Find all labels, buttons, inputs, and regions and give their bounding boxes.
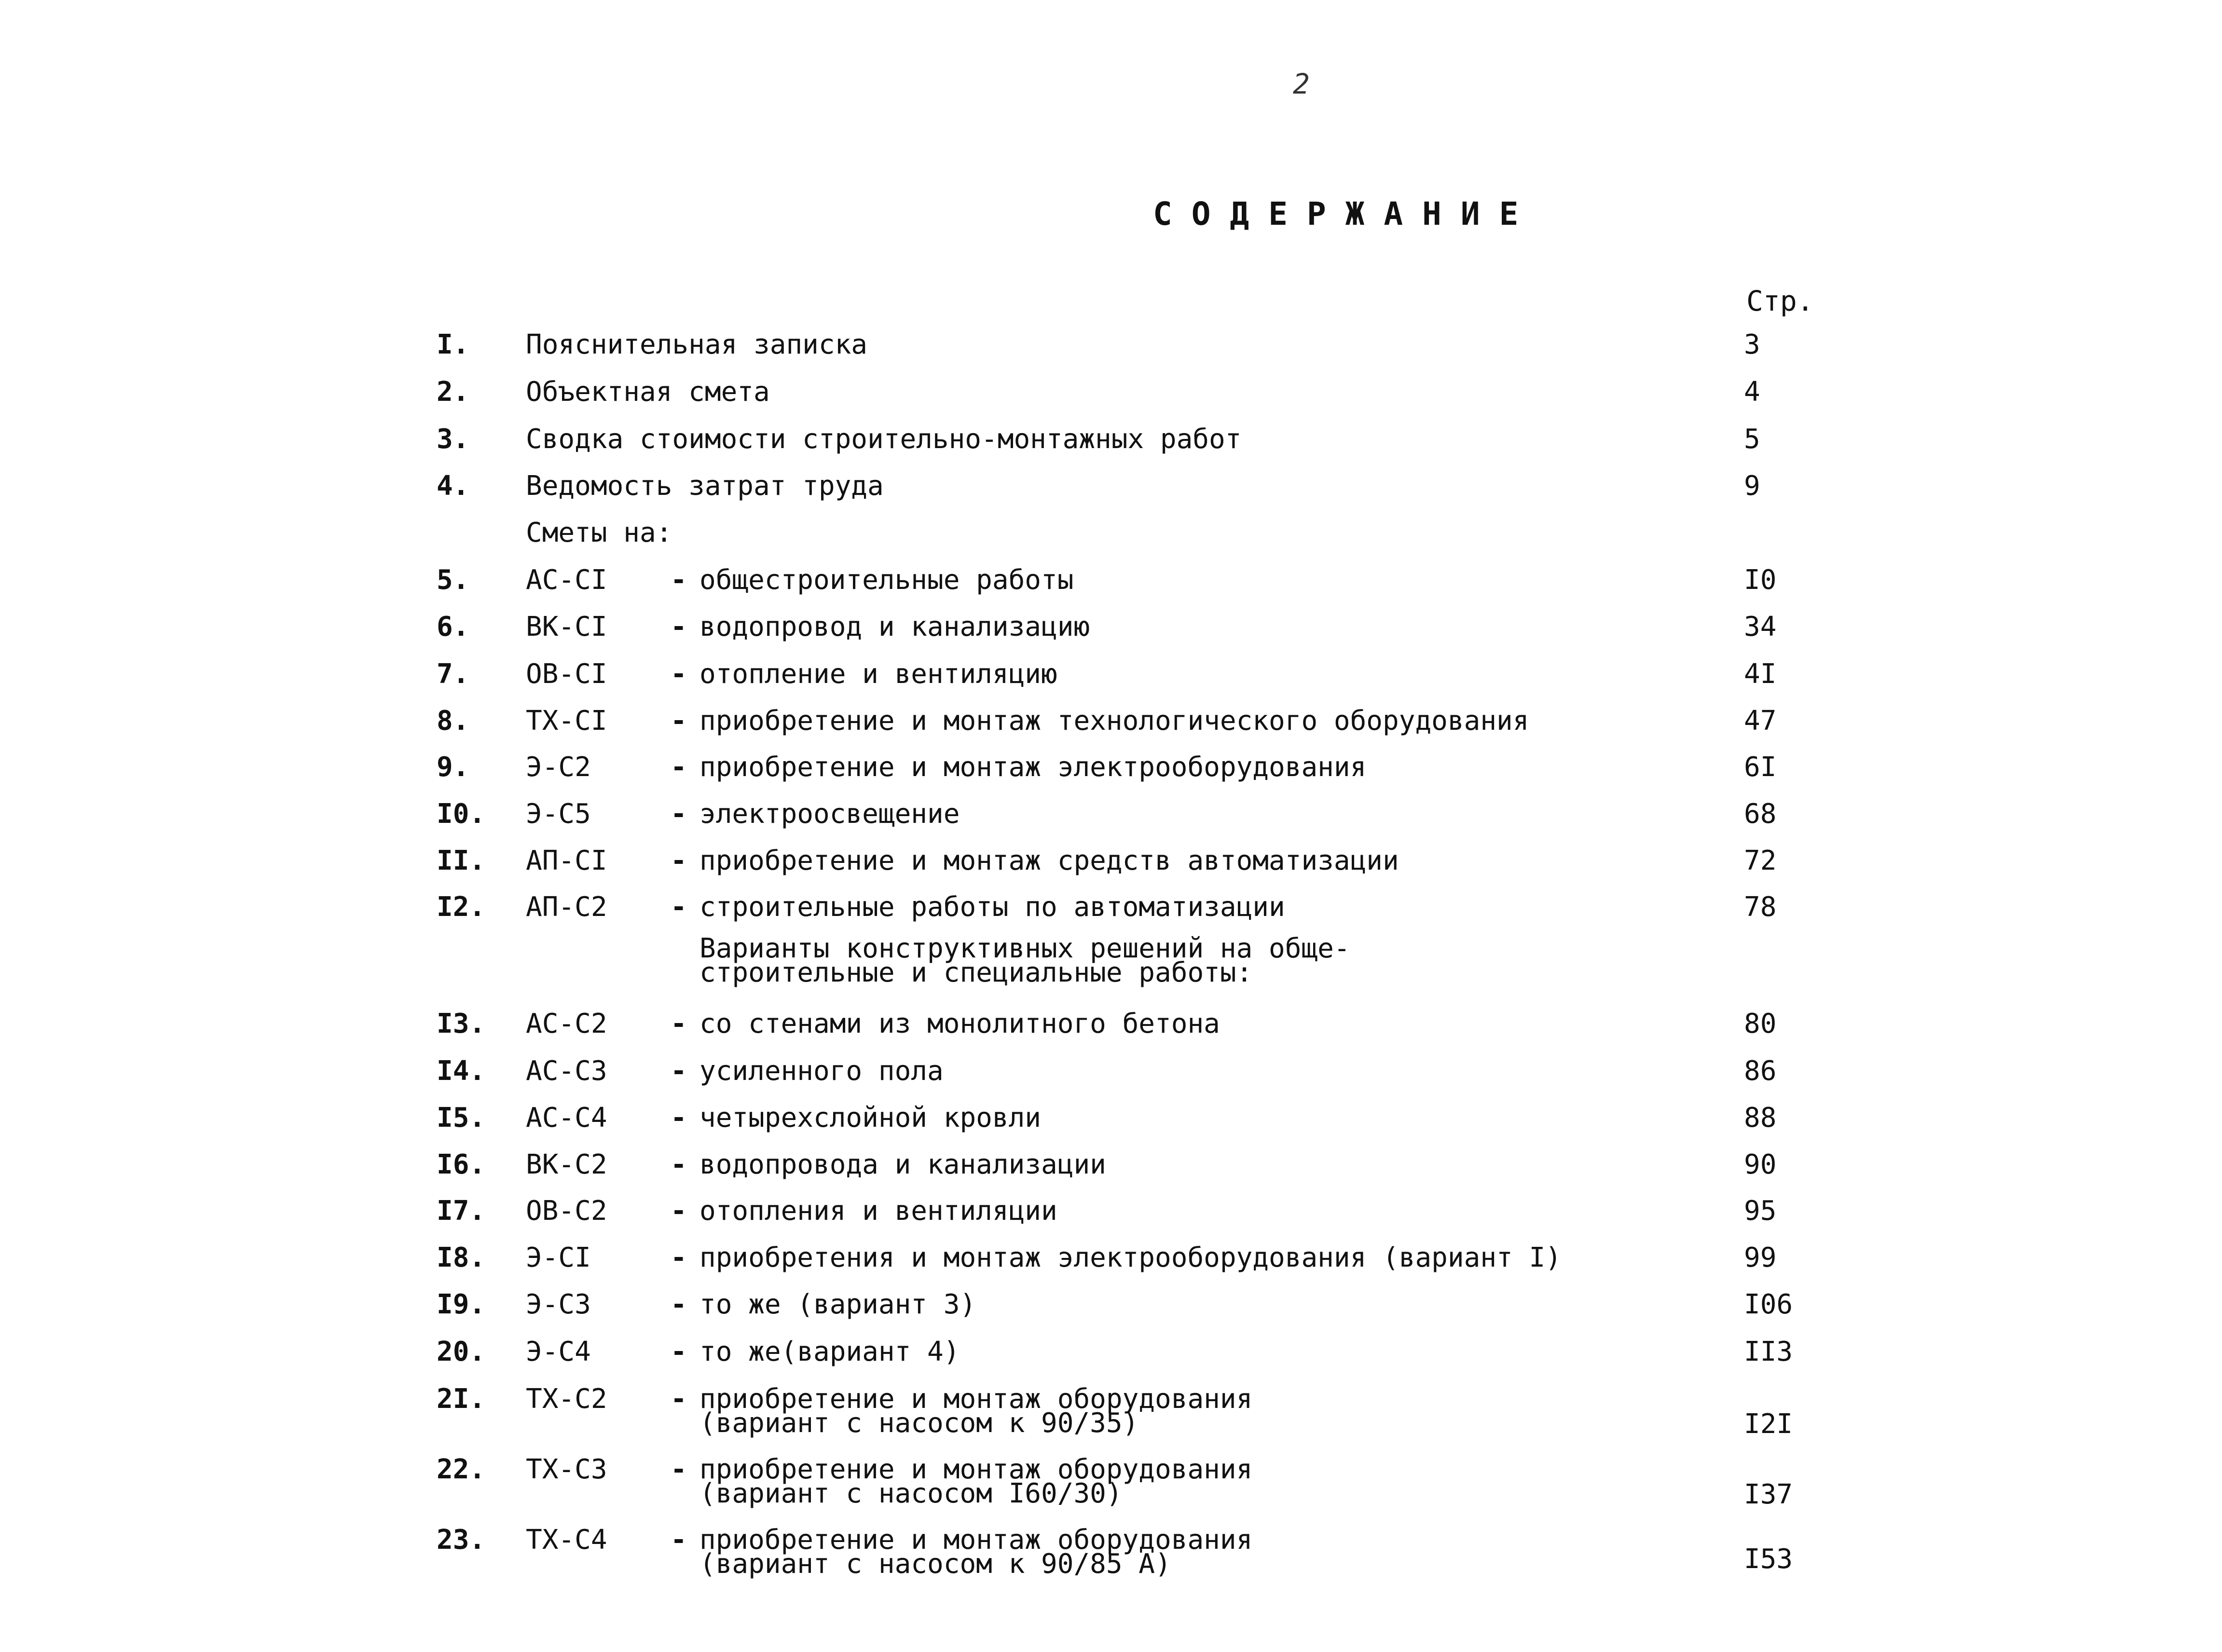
toc-description: приобретение и монтаж средств автоматизации xyxy=(700,845,1399,876)
toc-dash: - xyxy=(671,1524,687,1556)
toc-code: Э-СI xyxy=(526,1242,591,1273)
toc-number: I6. xyxy=(437,1149,486,1180)
toc-dash: - xyxy=(671,564,687,596)
toc-page: II3 xyxy=(1744,1336,1793,1367)
page-number: 2 xyxy=(1293,68,1310,100)
toc-description: электроосвещение xyxy=(700,798,960,830)
toc-code: АС-СI xyxy=(526,564,607,596)
toc-dash: - xyxy=(671,705,687,737)
toc-description: отопления и вентиляции xyxy=(700,1195,1057,1227)
toc-number: 23. xyxy=(437,1524,486,1556)
toc-description: то же(вариант 4) xyxy=(700,1336,960,1367)
toc-code: Э-С5 xyxy=(526,798,591,830)
toc-description xyxy=(700,1524,1253,1580)
toc-page: 68 xyxy=(1744,798,1777,830)
toc-page: 72 xyxy=(1744,845,1777,876)
toc-description-line2: (вариант с насосом I60/30) xyxy=(700,1478,1123,1509)
toc-dash: - xyxy=(671,611,687,642)
toc-number: 4. xyxy=(437,470,469,502)
toc-code: ОВ-С2 xyxy=(526,1195,607,1227)
toc-number: 3. xyxy=(437,423,469,455)
toc-number: 5. xyxy=(437,564,469,596)
toc-number: 20. xyxy=(437,1336,486,1367)
toc-description: Объектная смета xyxy=(526,376,770,408)
toc-page: 99 xyxy=(1744,1242,1777,1273)
toc-number: 8. xyxy=(437,705,469,737)
toc-description: Сметы на: xyxy=(526,517,672,548)
toc-description: Ведомость затрат труда xyxy=(526,470,884,502)
toc-number: 2I. xyxy=(437,1383,486,1415)
toc-description: то же (вариант 3) xyxy=(700,1289,976,1320)
toc-number: I0. xyxy=(437,798,486,830)
toc-page: 90 xyxy=(1744,1149,1777,1180)
toc-code: ТХ-С4 xyxy=(526,1524,607,1556)
toc-description-line2: (вариант с насосом к 90/35) xyxy=(700,1407,1139,1439)
page-column-header: Стр. xyxy=(1746,285,1814,317)
toc-description: общестроительные работы xyxy=(700,564,1074,596)
toc-page: 34 xyxy=(1744,611,1777,642)
toc-code: ВК-С2 xyxy=(526,1149,607,1180)
toc-dash: - xyxy=(671,1008,687,1039)
document-title: СОДЕРЖАНИЕ xyxy=(1153,195,1538,232)
toc-page: 80 xyxy=(1744,1008,1777,1039)
toc-description xyxy=(700,1454,1253,1509)
toc-number: I3. xyxy=(437,1008,486,1039)
toc-number: I. xyxy=(437,329,469,360)
toc-page: I2I xyxy=(1744,1408,1793,1440)
variants-header-line2: строительные и специальные работы: xyxy=(700,957,1253,988)
toc-description: Сводка стоимости строительно-монтажных работ xyxy=(526,423,1242,455)
toc-description: приобретение и монтаж электрооборудования xyxy=(700,751,1367,783)
toc-code: Э-С2 xyxy=(526,751,591,783)
toc-page: I53 xyxy=(1744,1543,1793,1575)
toc-dash: - xyxy=(671,1336,687,1367)
toc-number: 9. xyxy=(437,751,469,783)
toc-description: со стенами из монолитного бетона xyxy=(700,1008,1220,1039)
toc-number: 7. xyxy=(437,658,469,690)
toc-dash: - xyxy=(671,1289,687,1320)
toc-dash: - xyxy=(671,798,687,830)
toc-dash: - xyxy=(671,891,687,923)
toc-description: отопление и вентиляцию xyxy=(700,658,1057,690)
variants-header-line1: Варианты конструктивных решений на обще- xyxy=(700,933,1350,964)
toc-page: 5 xyxy=(1744,423,1760,455)
toc-page: 78 xyxy=(1744,891,1777,923)
toc-number: 6. xyxy=(437,611,469,642)
toc-description-line1: приобретение и монтаж оборудования xyxy=(700,1454,1253,1485)
toc-number: I2. xyxy=(437,891,486,923)
toc-code: ВК-СI xyxy=(526,611,607,642)
toc-number: I9. xyxy=(437,1289,486,1320)
toc-dash: - xyxy=(671,1454,687,1485)
toc-dash: - xyxy=(671,658,687,690)
toc-dash: - xyxy=(671,1102,687,1133)
toc-dash: - xyxy=(671,1055,687,1087)
toc-page: I0 xyxy=(1744,564,1777,596)
toc-code: АП-СI xyxy=(526,845,607,876)
toc-description: Пояснительная записка xyxy=(526,329,868,360)
toc-description-line1: приобретение и монтаж оборудования xyxy=(700,1524,1253,1556)
toc-dash: - xyxy=(671,1383,687,1415)
toc-description: четырехслойной кровли xyxy=(700,1102,1042,1133)
toc-page: 6I xyxy=(1744,751,1777,783)
toc-code: АП-С2 xyxy=(526,891,607,923)
toc-code: Э-С4 xyxy=(526,1336,591,1367)
toc-description: усиленного пола xyxy=(700,1055,944,1087)
toc-description-line2: (вариант с насосом к 90/85 А) xyxy=(700,1548,1171,1580)
toc-dash: - xyxy=(671,751,687,783)
toc-page: 95 xyxy=(1744,1195,1777,1227)
toc-code: АС-С4 xyxy=(526,1102,607,1133)
toc-description: водопровод и канализацию xyxy=(700,611,1090,642)
toc-page: I37 xyxy=(1744,1479,1793,1510)
toc-description: водопровода и канализации xyxy=(700,1149,1106,1180)
toc-dash: - xyxy=(671,1149,687,1180)
toc-page: 88 xyxy=(1744,1102,1777,1133)
toc-code: АС-С2 xyxy=(526,1008,607,1039)
toc-page: 4 xyxy=(1744,376,1760,408)
toc-code: ТХ-СI xyxy=(526,705,607,737)
toc-dash: - xyxy=(671,845,687,876)
toc-number: 22. xyxy=(437,1454,486,1485)
toc-code: АС-С3 xyxy=(526,1055,607,1087)
toc-number: I4. xyxy=(437,1055,486,1087)
toc-description: строительные работы по автоматизации xyxy=(700,891,1285,923)
toc-code: Э-С3 xyxy=(526,1289,591,1320)
toc-number: II. xyxy=(437,845,486,876)
toc-number: 2. xyxy=(437,376,469,408)
toc-dash: - xyxy=(671,1242,687,1273)
toc-code: ОВ-СI xyxy=(526,658,607,690)
toc-page: 86 xyxy=(1744,1055,1777,1087)
toc-page: 9 xyxy=(1744,470,1760,502)
toc-page: 4I xyxy=(1744,658,1777,690)
toc-number: I8. xyxy=(437,1242,486,1273)
toc-page: 47 xyxy=(1744,705,1777,737)
toc-number: I5. xyxy=(437,1102,486,1133)
toc-dash: - xyxy=(671,1195,687,1227)
toc-description-line1: приобретение и монтаж оборудования xyxy=(700,1383,1253,1415)
toc-code: ТХ-С3 xyxy=(526,1454,607,1485)
toc-number: I7. xyxy=(437,1195,486,1227)
toc-page: I06 xyxy=(1744,1289,1793,1320)
variants-header-text xyxy=(700,933,1350,988)
toc-page: 3 xyxy=(1744,329,1760,360)
toc-description xyxy=(700,1383,1253,1439)
toc-code: ТХ-С2 xyxy=(526,1383,607,1415)
toc-description: приобретения и монтаж электрооборудования (вариант I) xyxy=(700,1242,1562,1273)
toc-description: приобретение и монтаж технологического оборудования xyxy=(700,705,1529,737)
